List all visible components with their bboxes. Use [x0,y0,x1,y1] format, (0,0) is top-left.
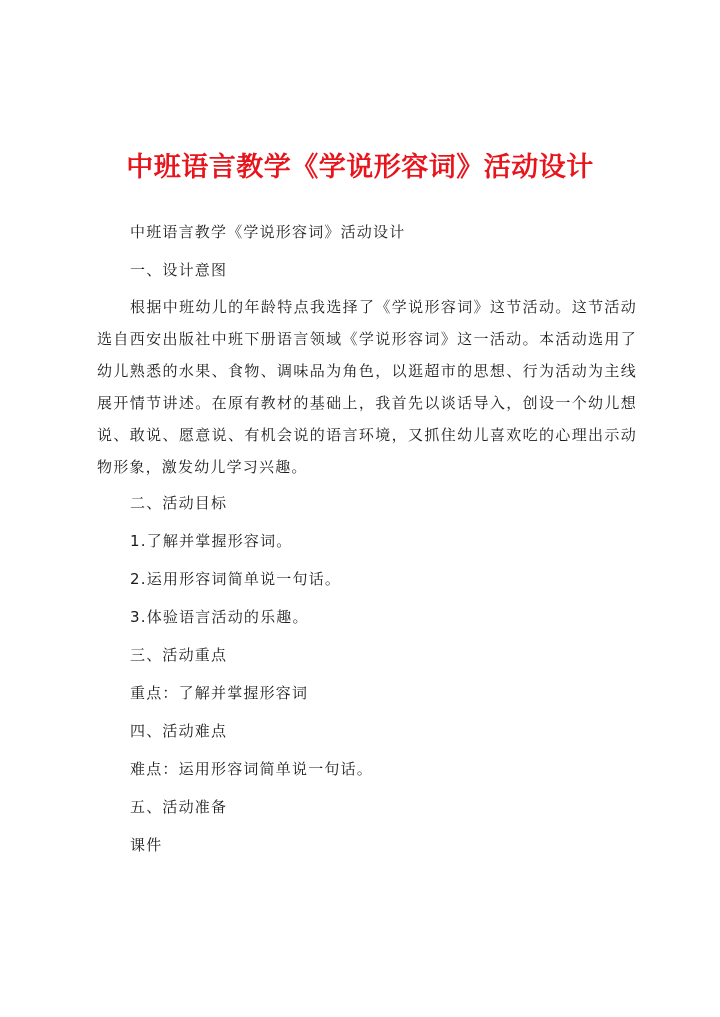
section-heading-activity-goals: 二、活动目标 [130,494,228,512]
paragraph-difficulties: 难点：运用形容词简单说一句话。 [130,760,374,778]
section-heading-design-intent: 一、设计意图 [130,261,228,279]
list-item-goal-1: 1.了解并掌握形容词。 [130,532,293,550]
paragraph-preparation: 课件 [130,836,163,854]
list-item-goal-3: 3.体验语言活动的乐趣。 [130,608,309,626]
document-body [97,218,637,869]
paragraph-key-points: 重点：了解并掌握形容词 [130,684,309,702]
paragraph-design-intent: 根据中班幼儿的年龄特点我选择了《学说形容词》这节活动。这节活动选自西安出版社中班下册语言领域《学说形容词》这一活动。本活动选用了幼儿熟悉的水果、食物、调味品为角色，以逛超市的思想、行为活动为主线展开情节讲述。在原有教材的基础上，我首先以谈话导入，创设一个幼儿想说、敢说、愿意说、有机会说的语言环境，又抓住幼儿喜欢吃的心理出示动物形象，激发幼儿学习兴趣。 [97,298,637,476]
section-heading-difficulties: 四、活动难点 [130,722,228,740]
section-heading-key-points: 三、活动重点 [130,646,228,664]
section-heading-preparation: 五、活动准备 [130,798,228,816]
paragraph-subtitle: 中班语言教学《学说形容词》活动设计 [130,223,406,241]
list-item-goal-2: 2.运用形容词简单说一句话。 [130,570,342,588]
document-title: 中班语言教学《学说形容词》活动设计 [126,152,594,183]
